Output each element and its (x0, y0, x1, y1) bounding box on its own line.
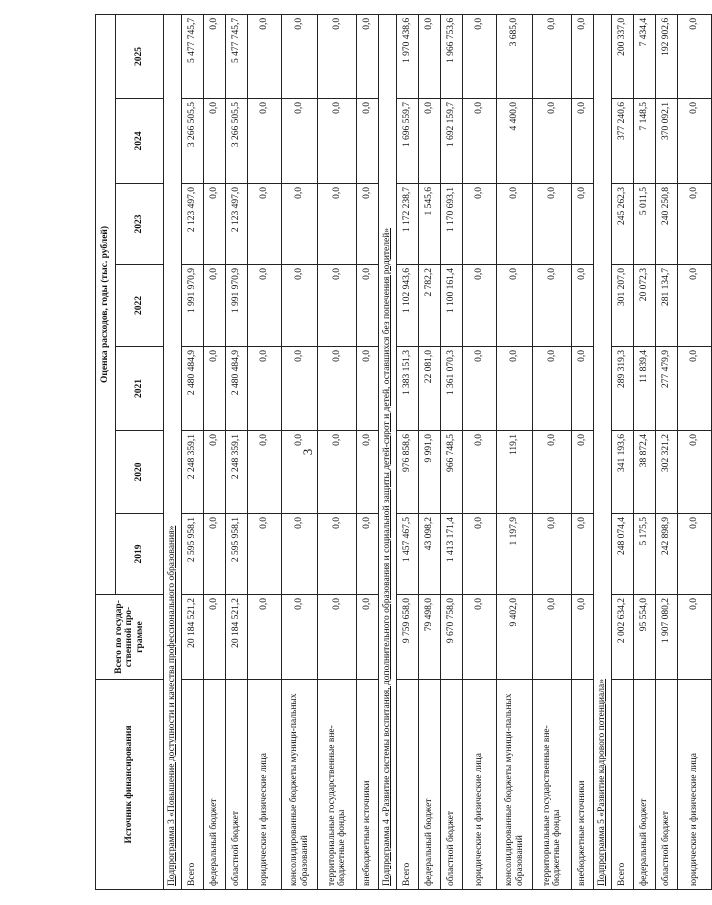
value-cell: 1 361 070,3 (441, 347, 463, 431)
value-cell: 0,0 (204, 184, 226, 265)
value-cell: 1 383 151,3 (397, 347, 419, 431)
table-row (533, 14, 572, 889)
value-cell: 277 479,9 (656, 347, 678, 431)
value-cell: 1 696 559,7 (397, 99, 419, 184)
value-cell: 0,0 (678, 184, 712, 265)
value-cell: 0,0 (357, 265, 379, 347)
row-label: Всего (182, 680, 204, 890)
value-cell: 5 011,5 (634, 184, 656, 265)
value-cell: 0,0 (357, 99, 379, 184)
value-cell: 242 898,9 (656, 514, 678, 595)
row-label: внебюджетные источники (572, 680, 594, 890)
value-cell: 0,0 (204, 265, 226, 347)
value-cell: 341 193,6 (612, 431, 634, 514)
value-cell: 0,0 (357, 14, 379, 98)
value-cell: 20 184 521,2 (182, 595, 204, 680)
value-cell: 1 991 970,9 (226, 265, 248, 347)
value-cell: 1 966 753,6 (441, 14, 463, 98)
value-cell: 2 782,2 (419, 265, 441, 347)
value-cell: 976 858,6 (397, 431, 419, 514)
value-cell: 0,0 (282, 514, 318, 595)
financing-table (95, 14, 712, 890)
row-label: юридические и физические лица (678, 680, 712, 890)
header-estimate: Оценка расходов, годы (тыс. рублей) (96, 14, 116, 594)
table-body (164, 14, 712, 889)
row-label: федеральный бюджет (419, 680, 441, 890)
value-cell: 5 477 745,7 (226, 14, 248, 98)
table-row (397, 14, 419, 889)
value-cell: 9 402,0 (497, 595, 533, 680)
value-cell: 0,0 (248, 595, 282, 680)
value-cell: 2 595 958,1 (226, 514, 248, 595)
value-cell: 0,0 (357, 595, 379, 680)
value-cell: 0,0 (318, 99, 357, 184)
value-cell: 1 545,6 (419, 184, 441, 265)
value-cell: 0,0 (497, 347, 533, 431)
value-cell: 1 100 161,4 (441, 265, 463, 347)
value-cell: 0,0 (678, 595, 712, 680)
value-cell: 0,0 (533, 595, 572, 680)
header-year: 2022 (116, 265, 164, 347)
section-title: Подпрограмма 4 «Развитие системы воспитания, дополнительного образования и социальной защиты детей-сирот и детей, оставшихся без попечения родителей» (379, 14, 397, 889)
value-cell: 2 480 484,9 (226, 347, 248, 431)
section-title: Подпрограмма 5 «Развитие кадрового потенциала» (594, 14, 612, 889)
section-title-row (164, 14, 182, 889)
row-label: юридические и физические лица (248, 680, 282, 890)
row-label: консолидированные бюджеты муници-пальных образований (497, 680, 533, 890)
value-cell: 4 400,0 (497, 99, 533, 184)
value-cell: 0,0 (572, 265, 594, 347)
value-cell: 0,0 (572, 184, 594, 265)
value-cell: 3 266 505,5 (226, 99, 248, 184)
value-cell: 281 134,7 (656, 265, 678, 347)
value-cell: 1 970 438,6 (397, 14, 419, 98)
value-cell: 0,0 (572, 431, 594, 514)
value-cell: 7 148,5 (634, 99, 656, 184)
value-cell: 9 759 658,0 (397, 595, 419, 680)
value-cell: 301 207,0 (612, 265, 634, 347)
header-total-program: Всего по государ-ственной про-грамме (96, 595, 164, 680)
value-cell: 0,0 (463, 347, 497, 431)
value-cell: 0,0 (248, 184, 282, 265)
table-row (678, 14, 712, 889)
value-cell: 11 839,4 (634, 347, 656, 431)
value-cell: 1 692 159,7 (441, 99, 463, 184)
row-label: федеральный бюджет (634, 680, 656, 890)
table-row (656, 14, 678, 889)
row-label: федеральный бюджет (204, 680, 226, 890)
value-cell: 0,0 (463, 99, 497, 184)
value-cell: 0,0 (572, 595, 594, 680)
section-title: Подпрограмма 3 «Повышение доступности и качества профессионального образования» (164, 14, 182, 889)
row-label: внебюджетные источники (357, 680, 379, 890)
value-cell: 966 748,5 (441, 431, 463, 514)
value-cell: 0,0 (678, 265, 712, 347)
value-cell: 0,0 (463, 184, 497, 265)
value-cell: 0,0 (248, 99, 282, 184)
value-cell: 0,0 (357, 431, 379, 514)
row-label: областной бюджет (441, 680, 463, 890)
row-label: территориальные государственные вне-бюджетные фонды (318, 680, 357, 890)
value-cell: 1 197,9 (497, 514, 533, 595)
value-cell: 2 595 958,1 (182, 514, 204, 595)
value-cell: 119,1 (497, 431, 533, 514)
value-cell: 0,0 (572, 99, 594, 184)
value-cell: 0,0 (282, 595, 318, 680)
value-cell: 3 685,0 (497, 14, 533, 98)
value-cell: 0,0 (497, 184, 533, 265)
value-cell: 2 123 497,0 (226, 184, 248, 265)
table-row (318, 14, 357, 889)
header-row-top (96, 14, 116, 889)
value-cell: 0,0 (678, 14, 712, 98)
value-cell: 0,0 (497, 265, 533, 347)
section-title-row (379, 14, 397, 889)
value-cell: 0,0 (282, 184, 318, 265)
value-cell: 0,0 (248, 431, 282, 514)
header-year: 2020 (116, 431, 164, 514)
value-cell: 370 092,1 (656, 99, 678, 184)
header-year: 2019 (116, 514, 164, 595)
value-cell: 1 170 693,1 (441, 184, 463, 265)
value-cell: 0,0 (463, 431, 497, 514)
table-row (419, 14, 441, 889)
value-cell: 0,0 (419, 14, 441, 98)
value-cell: 0,0 (282, 347, 318, 431)
value-cell: 0,0 (533, 514, 572, 595)
page-number: 3 (300, 448, 315, 456)
table-row (634, 14, 656, 889)
table-row (497, 14, 533, 889)
value-cell: 0,0 (533, 99, 572, 184)
table-row (463, 14, 497, 889)
value-cell: 2 002 634,2 (612, 595, 634, 680)
value-cell: 0,0 (204, 514, 226, 595)
value-cell: 0,0 (357, 514, 379, 595)
value-cell: 9 991,0 (419, 431, 441, 514)
value-cell: 0,0 (463, 265, 497, 347)
value-cell: 0,0 (318, 595, 357, 680)
row-label: областной бюджет (226, 680, 248, 890)
value-cell: 0,0 (282, 431, 318, 514)
header-year: 2023 (116, 184, 164, 265)
table-row (357, 14, 379, 889)
value-cell: 240 250,8 (656, 184, 678, 265)
table-row (248, 14, 282, 889)
value-cell: 0,0 (248, 14, 282, 98)
value-cell: 0,0 (533, 265, 572, 347)
value-cell: 0,0 (678, 514, 712, 595)
table-row (204, 14, 226, 889)
value-cell: 302 321,2 (656, 431, 678, 514)
value-cell: 95 554,0 (634, 595, 656, 680)
value-cell: 43 098,2 (419, 514, 441, 595)
value-cell: 20 072,3 (634, 265, 656, 347)
value-cell: 1 907 080,2 (656, 595, 678, 680)
value-cell: 5 175,5 (634, 514, 656, 595)
value-cell: 192 902,6 (656, 14, 678, 98)
rotated-table-container (95, 15, 700, 890)
row-label: областной бюджет (656, 680, 678, 890)
value-cell: 79 498,0 (419, 595, 441, 680)
table-row (226, 14, 248, 889)
value-cell: 0,0 (204, 99, 226, 184)
value-cell: 0,0 (357, 184, 379, 265)
value-cell: 0,0 (572, 14, 594, 98)
value-cell: 0,0 (463, 514, 497, 595)
value-cell: 0,0 (248, 347, 282, 431)
value-cell: 0,0 (678, 99, 712, 184)
value-cell: 0,0 (463, 595, 497, 680)
value-cell: 0,0 (463, 14, 497, 98)
value-cell: 3 266 505,5 (182, 99, 204, 184)
row-label: Всего (397, 680, 419, 890)
value-cell: 2 248 359,1 (182, 431, 204, 514)
value-cell: 2 123 497,0 (182, 184, 204, 265)
table-row (441, 14, 463, 889)
value-cell: 377 240,6 (612, 99, 634, 184)
value-cell: 0,0 (678, 347, 712, 431)
value-cell: 0,0 (318, 514, 357, 595)
value-cell: 1 457 467,5 (397, 514, 419, 595)
value-cell: 0,0 (204, 347, 226, 431)
value-cell: 0,0 (533, 184, 572, 265)
value-cell: 0,0 (419, 99, 441, 184)
value-cell: 1 413 171,4 (441, 514, 463, 595)
value-cell: 0,0 (357, 347, 379, 431)
value-cell: 0,0 (533, 347, 572, 431)
header-year: 2021 (116, 347, 164, 431)
table-row (572, 14, 594, 889)
table-row (612, 14, 634, 889)
value-cell: 0,0 (282, 99, 318, 184)
value-cell: 245 262,3 (612, 184, 634, 265)
value-cell: 0,0 (282, 14, 318, 98)
row-label: консолидированные бюджеты муници-пальных образований (282, 680, 318, 890)
value-cell: 200 337,0 (612, 14, 634, 98)
value-cell: 248 074,4 (612, 514, 634, 595)
value-cell: 0,0 (318, 347, 357, 431)
value-cell: 20 184 521,2 (226, 595, 248, 680)
value-cell: 1 991 970,9 (182, 265, 204, 347)
value-cell: 22 081,0 (419, 347, 441, 431)
header-year: 2025 (116, 14, 164, 98)
value-cell: 0,0 (248, 265, 282, 347)
value-cell: 0,0 (318, 14, 357, 98)
value-cell: 0,0 (282, 265, 318, 347)
value-cell: 1 102 943,6 (397, 265, 419, 347)
header-year: 2024 (116, 99, 164, 184)
section-title-row (594, 14, 612, 889)
row-label: Всего (612, 680, 634, 890)
row-label: территориальные государственные вне-бюджетные фонды (533, 680, 572, 890)
value-cell: 1 172 238,7 (397, 184, 419, 265)
value-cell: 5 477 745,7 (182, 14, 204, 98)
value-cell: 38 872,4 (634, 431, 656, 514)
table-row (282, 14, 318, 889)
value-cell: 0,0 (204, 595, 226, 680)
value-cell: 2 480 484,9 (182, 347, 204, 431)
value-cell: 0,0 (572, 514, 594, 595)
value-cell: 0,0 (678, 431, 712, 514)
value-cell: 2 248 359,1 (226, 431, 248, 514)
table-row (182, 14, 204, 889)
value-cell: 0,0 (204, 431, 226, 514)
header-source: Источник финансирования (96, 680, 164, 890)
value-cell: 289 319,3 (612, 347, 634, 431)
value-cell: 0,0 (318, 184, 357, 265)
value-cell: 0,0 (248, 514, 282, 595)
value-cell: 9 670 758,0 (441, 595, 463, 680)
value-cell: 0,0 (533, 14, 572, 98)
value-cell: 0,0 (318, 265, 357, 347)
value-cell: 0,0 (318, 431, 357, 514)
value-cell: 0,0 (533, 431, 572, 514)
row-label: юридические и физические лица (463, 680, 497, 890)
value-cell: 0,0 (204, 14, 226, 98)
value-cell: 7 434,4 (634, 14, 656, 98)
value-cell: 0,0 (572, 347, 594, 431)
